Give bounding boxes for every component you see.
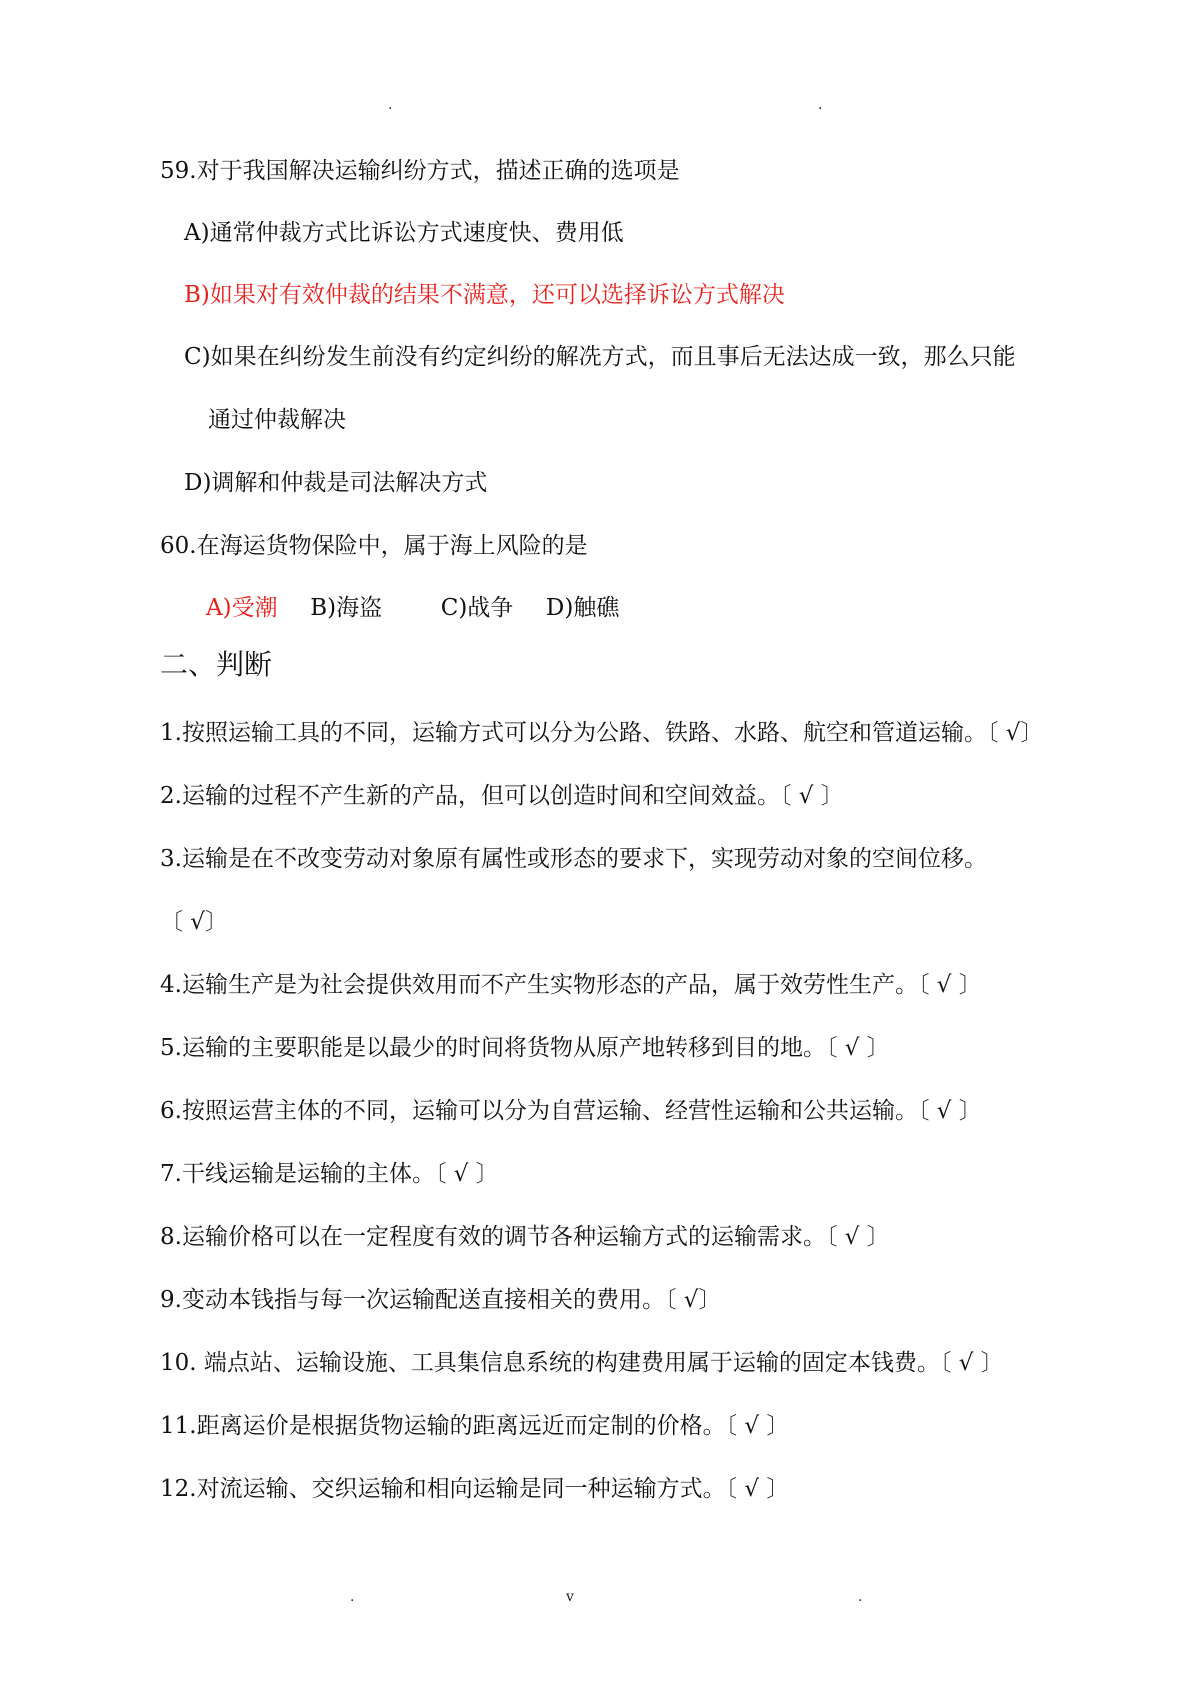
judgment-item-12: 12.对流运输、交织运输和相向运输是同一种运输方式。〔 √ 〕	[160, 1476, 790, 1502]
judgment-item-5: 5.运输的主要职能是以最少的时间将货物从原产地转移到目的地。〔 √ 〕	[160, 1035, 890, 1061]
judgment-item-8: 8.运输价格可以在一定程度有效的调节各种运输方式的运输需求。〔 √ 〕	[160, 1224, 890, 1250]
footer-dot-right: .	[858, 1589, 863, 1605]
question-59-option-d: D)调解和仲裁是司法解决方式	[184, 470, 488, 496]
question-59-option-a: A)通常仲裁方式比诉讼方式速度快、费用低	[184, 220, 624, 246]
judgment-item-6: 6.按照运营主体的不同，运输可以分为自营运输、经营性运输和公共运输。〔 √ 〕	[160, 1098, 982, 1124]
judgment-item-4: 4.运输生产是为社会提供效用而不产生实物形态的产品，属于效劳性生产。〔 √ 〕	[160, 972, 982, 998]
question-59-stem: 59.对于我国解决运输纠纷方式，描述正确的选项是	[160, 158, 680, 184]
footer-dot-left: .	[350, 1589, 355, 1605]
question-60-options	[206, 597, 619, 620]
section-title: 二、判断	[160, 648, 273, 681]
question-60-option-b: B)海盗	[310, 595, 383, 621]
question-60-option-c: C)战争	[440, 595, 514, 621]
question-59-option-c-line1: C)如果在纠纷发生前没有约定纠纷的解冼方式，而且事后无法达成一致，那么只能	[184, 344, 1016, 370]
judgment-item-10: 10. 端点站、运输设施、工具集信息系统的构建费用属于运输的固定本钱费。〔 √ 〕	[160, 1350, 1004, 1376]
header-dot-right: .	[818, 97, 823, 113]
question-59-option-c-line2: 通过仲裁解决	[208, 407, 346, 433]
judgment-item-1: 1.按照运输工具的不同，运输方式可以分为公路、铁路、水路、航空和管道运输。〔 √〕	[160, 720, 1044, 746]
judgment-item-7: 7.干线运输是运输的主体。〔 √ 〕	[160, 1161, 499, 1187]
judgment-item-11: 11.距离运价是根据货物运输的距离远近而定制的价格。〔 √ 〕	[160, 1413, 790, 1439]
question-59-option-b-answer: B)如果对有效仲裁的结果不满意，还可以选择诉讼方式解决	[184, 282, 785, 308]
question-60-option-d: D)触礁	[545, 595, 620, 621]
footer-page-mark: v	[566, 1589, 574, 1605]
judgment-item-2: 2.运输的过程不产生新的产品，但可以创造时间和空间效益。〔 √ 〕	[160, 783, 844, 809]
judgment-item-3-answer: 〔 √〕	[160, 909, 228, 935]
question-60-option-a-answer: A)受潮	[206, 595, 278, 621]
header-dot-left: .	[388, 97, 393, 113]
judgment-item-3: 3.运输是在不改变劳动对象原有属性或形态的要求下，实现劳动对象的空间位移。	[160, 846, 987, 872]
judgment-item-9: 9.变动本钱指与每一次运输配送直接相关的费用。〔 √〕	[160, 1287, 722, 1313]
question-60-stem: 60.在海运货物保险中，属于海上风险的是	[160, 533, 588, 559]
